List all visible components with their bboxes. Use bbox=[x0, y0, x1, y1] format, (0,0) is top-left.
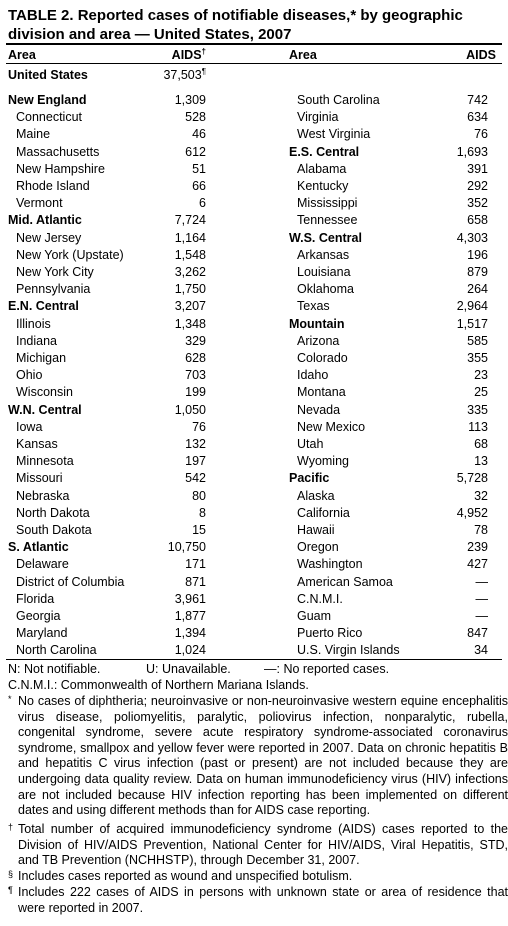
right-aids-value: 25 bbox=[474, 385, 488, 400]
left-aids-value: 7,724 bbox=[174, 213, 206, 228]
right-area-label: California bbox=[297, 505, 350, 520]
right-area-label: Puerto Rico bbox=[297, 626, 363, 641]
right-area-label: Mississippi bbox=[297, 196, 358, 211]
right-aids-value: 2,964 bbox=[456, 299, 488, 314]
table-bottom-rule bbox=[6, 659, 502, 660]
left-aids-value: 628 bbox=[185, 351, 206, 365]
left-area-label: New Jersey bbox=[16, 230, 82, 245]
right-aids-value: 847 bbox=[467, 626, 488, 641]
left-aids-value: 6 bbox=[199, 196, 206, 211]
left-area-label: New Hampshire bbox=[16, 161, 105, 176]
left-area-label: Ohio bbox=[16, 368, 43, 383]
left-area-label: Kansas bbox=[16, 437, 58, 451]
left-aids-value: 171 bbox=[185, 557, 206, 572]
footnote-text: No cases of diphtheria; neuroinvasive or non-neuroinvasive western equine encephalitis virus disease, poliomyelitis, paralytic, poliovirus infection, nonparalytic, rubella, congenital syndrome, severe acute respiratory syndrome-associated coronavirus syndrome, smallpox and yellow fever were reported in 2007. Data on chronic hepatitis B and hepatitis C virus infection (past or present) are not included because they are undergoing data quality review. Data on human immunodeficiency virus (HIV) infections are not included because HIV infection reporting has been implemented on different dates and using different methods than for AIDS case reporting. bbox=[18, 694, 508, 818]
right-aids-value: 239 bbox=[467, 540, 488, 555]
right-aids-value: 742 bbox=[467, 93, 488, 107]
left-area-label: Georgia bbox=[16, 609, 61, 623]
right-aids-value: 292 bbox=[467, 179, 488, 193]
right-aids-value: 196 bbox=[467, 247, 488, 262]
left-area-label: E.N. Central bbox=[8, 299, 79, 314]
right-area-label: Alaska bbox=[297, 488, 335, 503]
right-area-label: Tennessee bbox=[297, 213, 358, 228]
left-aids-value: 1,348 bbox=[174, 316, 206, 331]
right-area-label: Louisiana bbox=[297, 265, 351, 279]
legend-unavailable: U: Unavailable. bbox=[146, 662, 231, 676]
left-aids-value: 3,207 bbox=[174, 299, 206, 314]
footnote bbox=[8, 822, 508, 869]
left-area-label: Connecticut bbox=[16, 110, 83, 125]
footnote-mark: † bbox=[8, 822, 14, 832]
table-title: TABLE 2. Reported cases of notifiable diseases,* by geographic division and area — United States, 2007 bbox=[8, 7, 463, 43]
right-area-label: American Samoa bbox=[297, 574, 393, 589]
right-aids-value: 355 bbox=[467, 351, 488, 365]
left-area-label: North Dakota bbox=[16, 505, 90, 520]
right-aids-value: 352 bbox=[467, 196, 488, 211]
right-aids-value: 634 bbox=[467, 110, 488, 125]
left-aids-value: 612 bbox=[185, 144, 206, 159]
right-aids-value: 23 bbox=[474, 368, 488, 383]
left-aids-value: 1,024 bbox=[174, 643, 206, 658]
left-area-label: New England bbox=[8, 93, 87, 107]
right-area-label: South Carolina bbox=[297, 93, 380, 107]
right-area-label: Idaho bbox=[297, 368, 329, 383]
right-aids-value: 1,517 bbox=[456, 316, 488, 331]
footnote-text: Includes cases reported as wound and unspecified botulism. bbox=[18, 869, 353, 883]
left-area-label: Mid. Atlantic bbox=[8, 213, 82, 228]
right-aids-value: 113 bbox=[468, 419, 488, 434]
right-aids-value: 879 bbox=[467, 265, 488, 279]
right-area-label: Texas bbox=[297, 299, 330, 314]
right-area-label: Mountain bbox=[289, 316, 345, 331]
right-aids-value: 34 bbox=[474, 643, 488, 658]
left-area-label: Indiana bbox=[16, 333, 58, 348]
right-area-label: Nevada bbox=[297, 402, 341, 417]
left-area-label: Florida bbox=[16, 591, 55, 606]
right-aids-value: 78 bbox=[474, 523, 488, 537]
right-area-label: Alabama bbox=[297, 161, 347, 176]
left-area-label: Illinois bbox=[16, 316, 51, 331]
left-aids-value: 542 bbox=[185, 471, 206, 486]
right-aids-value: — bbox=[475, 574, 488, 589]
header-aids-mark: † bbox=[201, 46, 206, 56]
right-aids-value: 658 bbox=[467, 213, 488, 228]
right-area-label: Wyoming bbox=[297, 454, 349, 469]
right-aids-value: 13 bbox=[474, 454, 488, 469]
footnote-mark: * bbox=[8, 694, 12, 704]
left-aids-value: 199 bbox=[185, 385, 206, 400]
left-aids-value: 528 bbox=[185, 110, 206, 125]
left-area-label: Michigan bbox=[16, 351, 67, 365]
footnote bbox=[8, 869, 508, 885]
left-aids-value: 329 bbox=[185, 333, 206, 348]
left-aids-value: 132 bbox=[185, 437, 206, 451]
legend-no-cases: —: No reported cases. bbox=[264, 662, 390, 676]
right-aids-value: 335 bbox=[467, 402, 488, 417]
us-row-label: United States bbox=[8, 68, 88, 82]
left-area-label: Massachusetts bbox=[16, 144, 100, 159]
left-area-label: Minnesota bbox=[16, 454, 74, 469]
right-area-label: C.N.M.I. bbox=[297, 591, 343, 606]
left-aids-value: 871 bbox=[185, 574, 206, 589]
footnote-text: Total number of acquired immunodeficiency syndrome (AIDS) cases reported to the Division of HIV/AIDS Prevention, National Center for HIV/AIDS, Viral Hepatitis, STD, and TB Prevention (NCHHSTP), through December 31, 2007. bbox=[18, 822, 508, 868]
us-row-mark: ¶ bbox=[201, 66, 206, 76]
right-area-label: Arkansas bbox=[297, 247, 350, 262]
left-area-label: Vermont bbox=[16, 196, 63, 211]
right-area-label: New Mexico bbox=[297, 419, 366, 434]
left-area-label: Rhode Island bbox=[16, 179, 90, 193]
right-area-label: Oklahoma bbox=[297, 282, 354, 297]
left-aids-value: 1,309 bbox=[174, 93, 206, 107]
header-area-right: Area bbox=[289, 48, 317, 62]
right-aids-value: 391 bbox=[467, 161, 488, 176]
left-aids-value: 10,750 bbox=[167, 540, 206, 555]
footnote bbox=[8, 694, 508, 819]
left-area-label: North Carolina bbox=[16, 643, 97, 658]
right-aids-value: 1,693 bbox=[456, 144, 488, 159]
header-top-rule bbox=[6, 43, 502, 45]
left-aids-value: 15 bbox=[192, 523, 206, 537]
left-aids-value: 197 bbox=[185, 454, 206, 469]
right-aids-value: — bbox=[475, 591, 488, 606]
left-area-label: S. Atlantic bbox=[8, 540, 69, 555]
right-area-label: Colorado bbox=[297, 351, 348, 365]
right-aids-value: 4,952 bbox=[456, 505, 488, 520]
footnote-mark: ¶ bbox=[8, 885, 13, 895]
legend-cnmi: C.N.M.I.: Commonwealth of Northern Mariana Islands. bbox=[8, 678, 309, 692]
right-area-label: Montana bbox=[297, 385, 346, 400]
right-area-label: E.S. Central bbox=[289, 144, 360, 159]
header-bottom-rule bbox=[6, 63, 502, 64]
left-aids-value: 1,548 bbox=[174, 247, 206, 262]
right-area-label: Utah bbox=[297, 437, 324, 451]
left-aids-value: 66 bbox=[192, 179, 206, 193]
right-aids-value: 264 bbox=[467, 282, 488, 297]
left-aids-value: 1,877 bbox=[174, 609, 206, 623]
right-aids-value: 76 bbox=[474, 127, 488, 142]
left-area-label: South Dakota bbox=[16, 523, 92, 537]
left-aids-value: 51 bbox=[192, 161, 206, 176]
header-aids-left bbox=[150, 48, 206, 62]
left-area-label: Pennsylvania bbox=[16, 282, 91, 297]
right-aids-value: 585 bbox=[467, 333, 488, 348]
footnote-mark: § bbox=[8, 869, 14, 879]
left-area-label: Maryland bbox=[16, 626, 68, 641]
left-aids-value: 1,164 bbox=[174, 230, 206, 245]
right-area-label: Washington bbox=[297, 557, 363, 572]
right-area-label: Oregon bbox=[297, 540, 339, 555]
left-area-label: W.N. Central bbox=[8, 402, 82, 417]
left-aids-value: 76 bbox=[192, 419, 206, 434]
header-aids-right: AIDS bbox=[466, 48, 496, 62]
left-aids-value: 46 bbox=[192, 127, 206, 142]
right-area-label: Guam bbox=[297, 609, 332, 623]
right-aids-value: 4,303 bbox=[456, 230, 488, 245]
us-row-value bbox=[140, 67, 206, 84]
left-area-label: Iowa bbox=[16, 419, 43, 434]
left-aids-value: 3,262 bbox=[174, 265, 206, 279]
right-area-label: West Virginia bbox=[297, 127, 371, 142]
right-aids-value: 32 bbox=[474, 488, 488, 503]
left-aids-value: 703 bbox=[185, 368, 206, 383]
right-area-label: Pacific bbox=[289, 471, 330, 486]
left-aids-value: 3,961 bbox=[174, 591, 206, 606]
left-area-label: Maine bbox=[16, 127, 51, 142]
left-area-label: Nebraska bbox=[16, 488, 70, 503]
left-area-label: Missouri bbox=[16, 471, 63, 486]
footnote bbox=[8, 885, 508, 916]
header-area-left: Area bbox=[8, 48, 36, 62]
left-area-label: Wisconsin bbox=[16, 385, 73, 400]
right-area-label: Kentucky bbox=[297, 179, 349, 193]
left-area-label: District of Columbia bbox=[16, 574, 125, 589]
left-aids-value: 1,750 bbox=[174, 282, 206, 297]
left-area-label: Delaware bbox=[16, 557, 69, 572]
left-aids-value: 1,394 bbox=[174, 626, 206, 641]
right-area-label: U.S. Virgin Islands bbox=[297, 643, 400, 658]
footnote-text: Includes 222 cases of AIDS in persons with unknown state or area of residence that were reported in 2007. bbox=[18, 885, 508, 915]
right-aids-value: — bbox=[475, 609, 488, 623]
left-aids-value: 80 bbox=[192, 488, 206, 503]
left-area-label: New York City bbox=[16, 265, 94, 279]
left-aids-value: 1,050 bbox=[174, 402, 206, 417]
header-aids-label: AIDS bbox=[171, 48, 202, 62]
right-area-label: W.S. Central bbox=[289, 230, 362, 245]
right-area-label: Arizona bbox=[297, 333, 340, 348]
left-area-label: New York (Upstate) bbox=[16, 247, 124, 262]
right-area-label: Virginia bbox=[297, 110, 339, 125]
right-aids-value: 5,728 bbox=[456, 471, 488, 486]
us-row-number: 37,503 bbox=[163, 68, 202, 82]
left-aids-value: 8 bbox=[199, 505, 206, 520]
right-aids-value: 68 bbox=[474, 437, 488, 451]
legend-not-notifiable: N: Not notifiable. bbox=[8, 662, 101, 676]
right-area-label: Hawaii bbox=[297, 523, 335, 537]
right-aids-value: 427 bbox=[467, 557, 488, 572]
